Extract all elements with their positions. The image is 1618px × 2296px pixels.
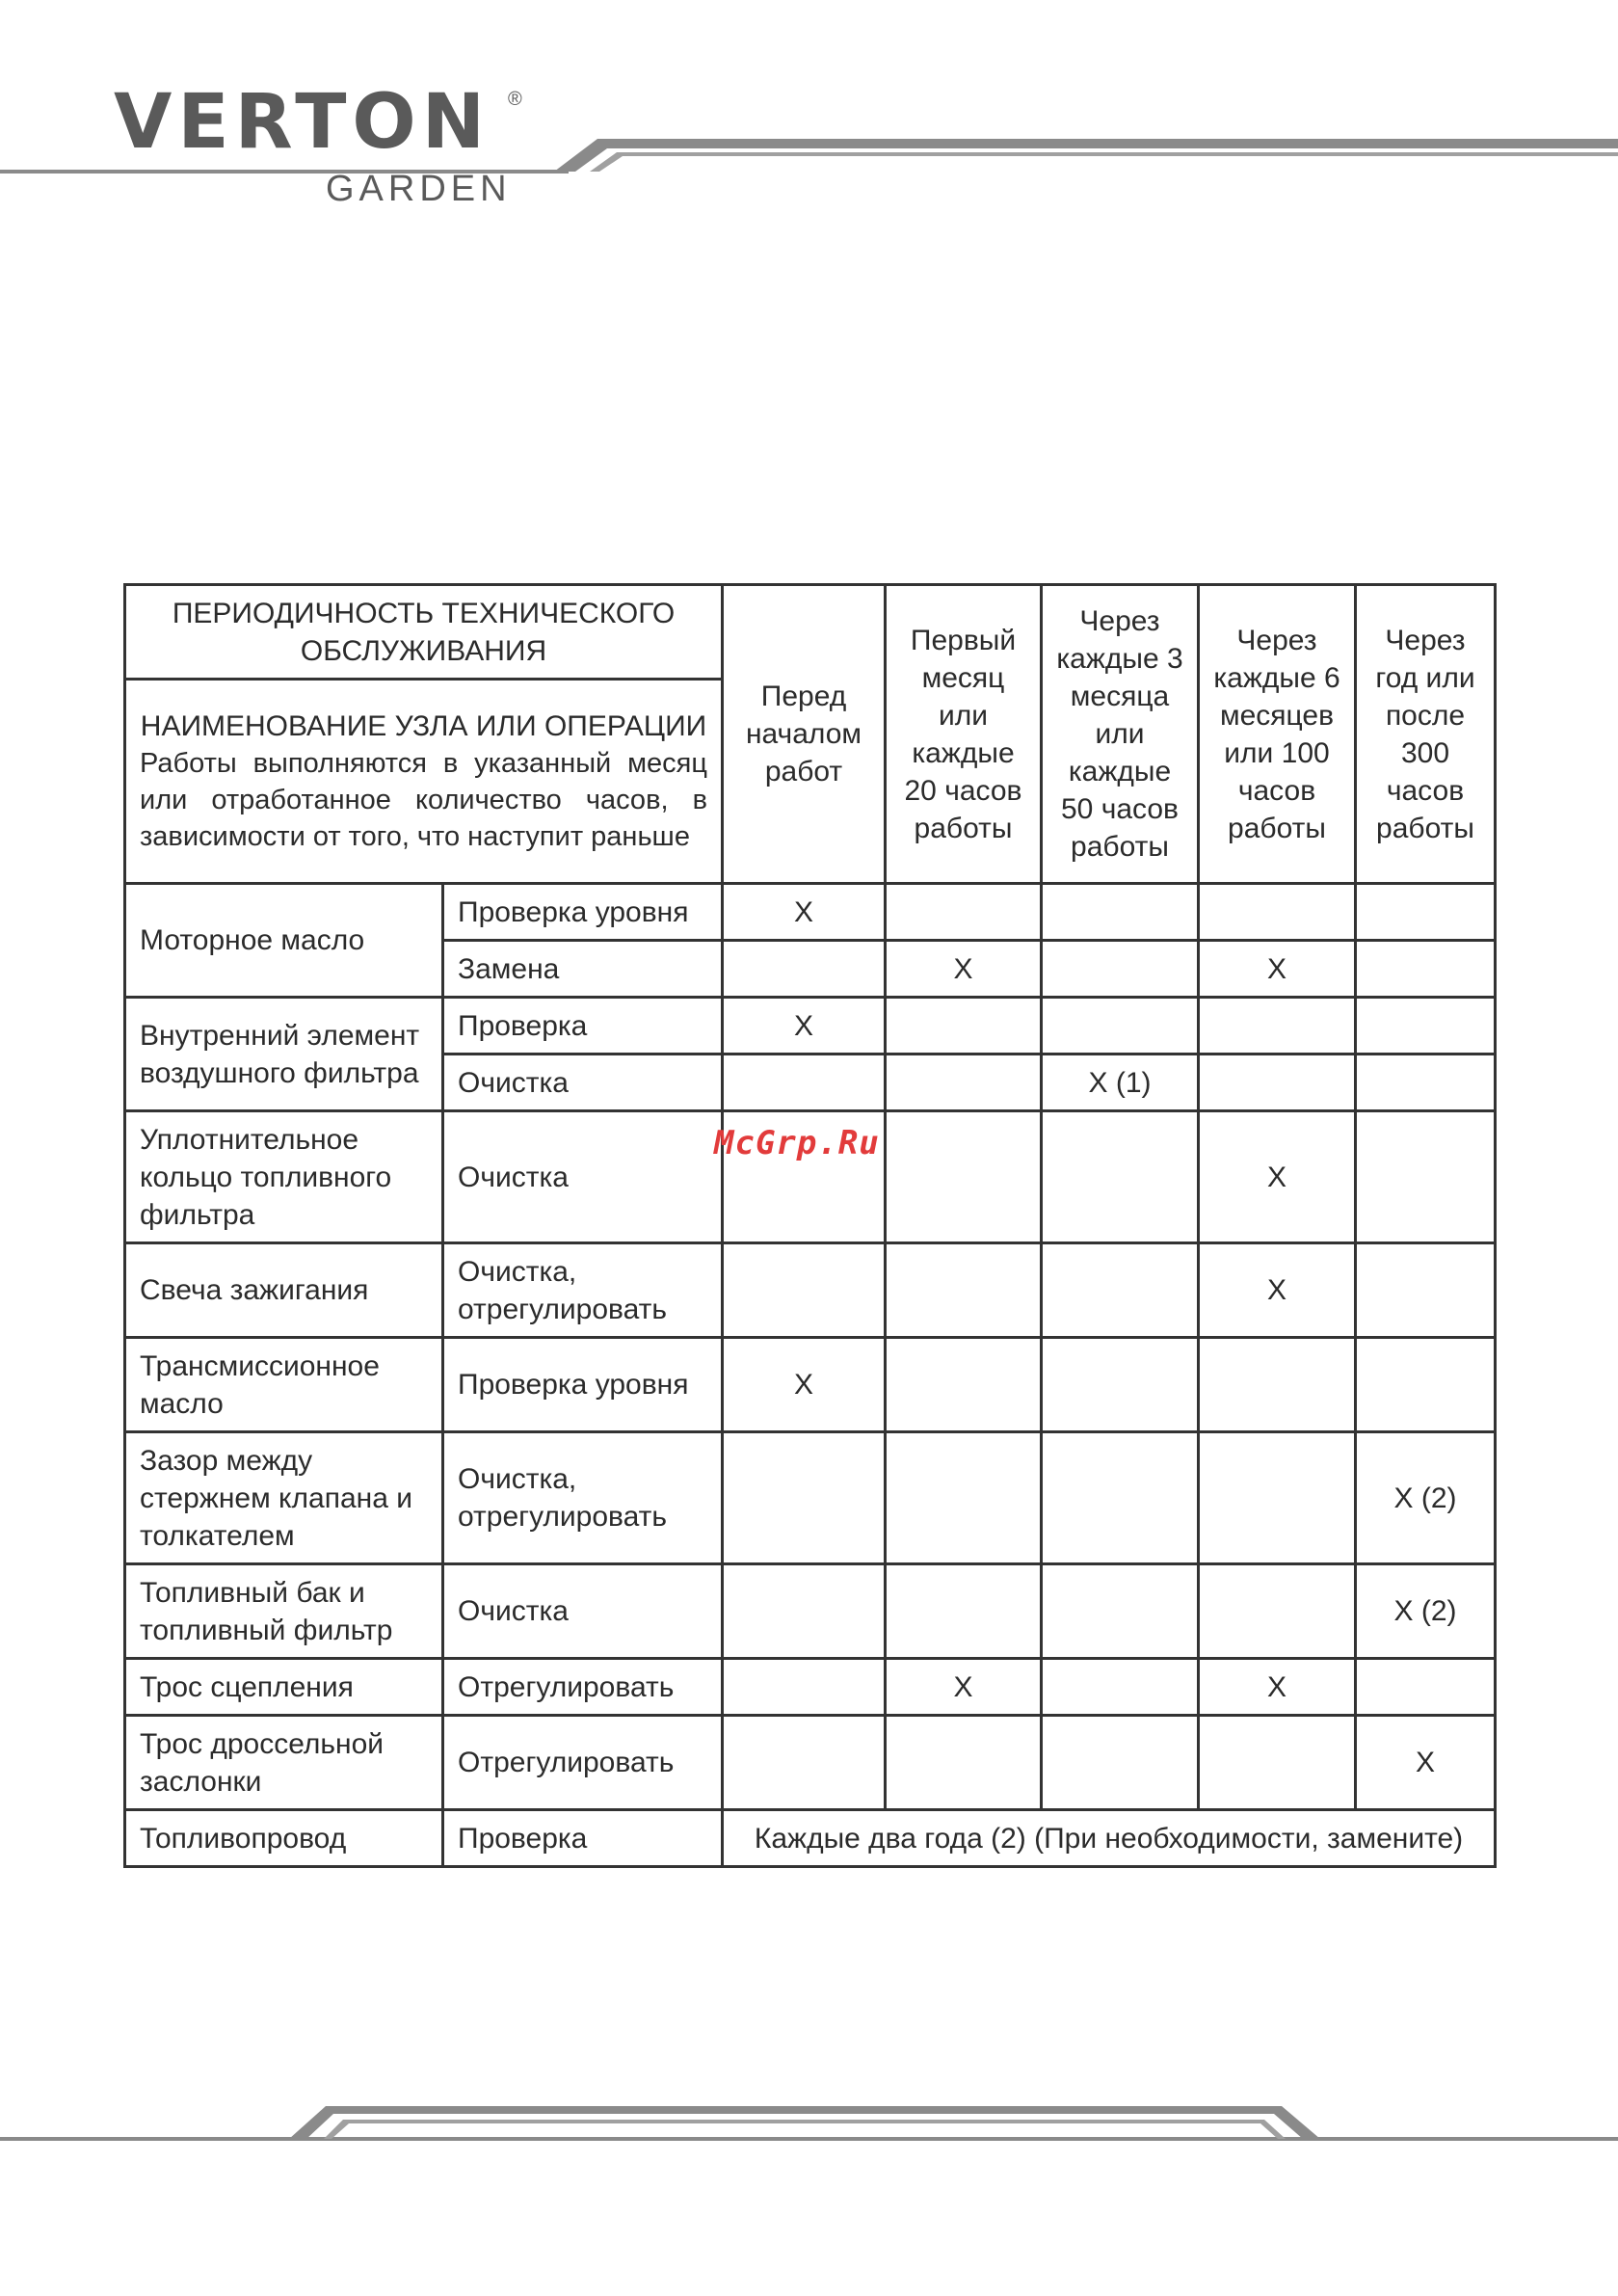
header-col-5: Через год или после 300 часов работы <box>1356 585 1496 884</box>
row-operation: Проверка уровня <box>443 884 723 941</box>
row-mark <box>886 998 1042 1055</box>
row-item: Топливный бак и топливный фильтр <box>125 1564 443 1659</box>
table-row <box>125 1432 1496 1564</box>
row-mark: X (2) <box>1356 1432 1496 1564</box>
row-mark <box>886 1338 1042 1432</box>
row-item: Внутренний элемент воздушного фильтра <box>125 998 443 1111</box>
row-mark <box>1356 998 1496 1055</box>
row-mark <box>886 1432 1042 1564</box>
row-operation: Замена <box>443 941 723 998</box>
row-mark <box>1356 1111 1496 1243</box>
header-item-cell <box>125 680 723 884</box>
row-mark: X <box>1199 1659 1356 1716</box>
row-operation: Отрегулировать <box>443 1659 723 1716</box>
row-mark <box>1199 1564 1356 1659</box>
row-mark <box>886 1716 1042 1810</box>
row-mark: X (2) <box>1356 1564 1496 1659</box>
row-mark: X <box>886 941 1042 998</box>
row-mark <box>1356 884 1496 941</box>
row-mark <box>1042 1659 1199 1716</box>
row-mark <box>886 1243 1042 1338</box>
row-mark <box>1042 1338 1199 1432</box>
row-operation: Очистка <box>443 1111 723 1243</box>
row-item: Уплотнительное кольцо топливного фильтра <box>125 1111 443 1243</box>
row-item: Моторное масло <box>125 884 443 998</box>
row-mark: X <box>1356 1716 1496 1810</box>
row-mark <box>723 1243 886 1338</box>
header-col-3: Через каждые 3 месяца или каждые 50 часов работы <box>1042 585 1199 884</box>
row-item: Трос сцепления <box>125 1659 443 1716</box>
header-col-4: Через каждые 6 месяцев или 100 часов работы <box>1199 585 1356 884</box>
row-mark <box>723 941 886 998</box>
table-row <box>125 1716 1496 1810</box>
header-title: ПЕРИОДИЧНОСТЬ ТЕХНИЧЕСКОГО ОБСЛУЖИВАНИЯ <box>125 585 723 680</box>
row-mark: X <box>723 884 886 941</box>
table-row <box>125 1564 1496 1659</box>
brand-logo-sub: GARDEN <box>326 169 512 209</box>
row-mark <box>1042 1564 1199 1659</box>
table-row <box>125 1338 1496 1432</box>
row-mark: X <box>723 1338 886 1432</box>
header-col-1: Перед началом работ <box>723 585 886 884</box>
row-mark <box>886 1055 1042 1111</box>
row-mark <box>1042 998 1199 1055</box>
row-operation: Очистка, отрегулировать <box>443 1243 723 1338</box>
table-row <box>125 884 1496 941</box>
table-row <box>125 1659 1496 1716</box>
row-mark: X <box>1199 1111 1356 1243</box>
header-item-title: НАИМЕНОВАНИЕ УЗЛА ИЛИ ОПЕРАЦИИ <box>140 710 707 742</box>
row-mark <box>1199 1716 1356 1810</box>
table-row <box>125 1243 1496 1338</box>
row-mark <box>723 1432 886 1564</box>
row-mark <box>1042 1716 1199 1810</box>
row-mark <box>1042 1111 1199 1243</box>
row-mark <box>886 1111 1042 1243</box>
row-span-note: Каждые два года (2) (При необходимости, замените) <box>723 1810 1496 1867</box>
table-row <box>125 1810 1496 1867</box>
header-col-2: Первый месяц или каждые 20 часов работы <box>886 585 1042 884</box>
row-operation: Очистка <box>443 1055 723 1111</box>
row-mark: X <box>723 998 886 1055</box>
row-mark <box>723 1564 886 1659</box>
row-operation: Проверка уровня <box>443 1338 723 1432</box>
row-mark <box>1356 1243 1496 1338</box>
row-mark <box>1042 1243 1199 1338</box>
row-mark <box>1199 1055 1356 1111</box>
row-mark <box>886 884 1042 941</box>
row-mark <box>1199 884 1356 941</box>
row-mark: X (1) <box>1042 1055 1199 1111</box>
row-mark <box>1042 884 1199 941</box>
row-mark: X <box>1199 1243 1356 1338</box>
row-item: Трос дроссельной заслонки <box>125 1716 443 1810</box>
row-mark <box>723 1659 886 1716</box>
row-mark <box>1356 1055 1496 1111</box>
footer-stripe <box>0 2096 1618 2154</box>
row-operation: Проверка <box>443 998 723 1055</box>
watermark: McGrp.Ru <box>714 1124 880 1162</box>
row-item: Трансмиссионное масло <box>125 1338 443 1432</box>
row-mark <box>1199 998 1356 1055</box>
registered-mark: ® <box>508 89 522 110</box>
row-mark: X <box>1199 941 1356 998</box>
row-item: Свеча зажигания <box>125 1243 443 1338</box>
row-operation: Очистка, отрегулировать <box>443 1432 723 1564</box>
row-mark <box>1199 1432 1356 1564</box>
header-note: Работы выполняются в указанный месяц или отработанное количество часов, в зависимости от того, что наступит раньше <box>140 748 707 852</box>
row-mark <box>723 1055 886 1111</box>
row-mark <box>1199 1338 1356 1432</box>
row-operation: Проверка <box>443 1810 723 1867</box>
table-row <box>125 998 1496 1055</box>
row-item: Зазор между стержнем клапана и толкателем <box>125 1432 443 1564</box>
row-mark <box>1356 941 1496 998</box>
row-operation: Очистка <box>443 1564 723 1659</box>
row-mark <box>723 1716 886 1810</box>
row-mark: X <box>886 1659 1042 1716</box>
brand-logo: VERTON <box>114 79 491 166</box>
row-operation: Отрегулировать <box>443 1716 723 1810</box>
row-mark <box>1356 1338 1496 1432</box>
row-mark <box>1042 1432 1199 1564</box>
maintenance-table <box>123 583 1497 1868</box>
row-mark <box>1356 1659 1496 1716</box>
row-mark <box>886 1564 1042 1659</box>
row-mark <box>1042 941 1199 998</box>
row-item: Топливопровод <box>125 1810 443 1867</box>
